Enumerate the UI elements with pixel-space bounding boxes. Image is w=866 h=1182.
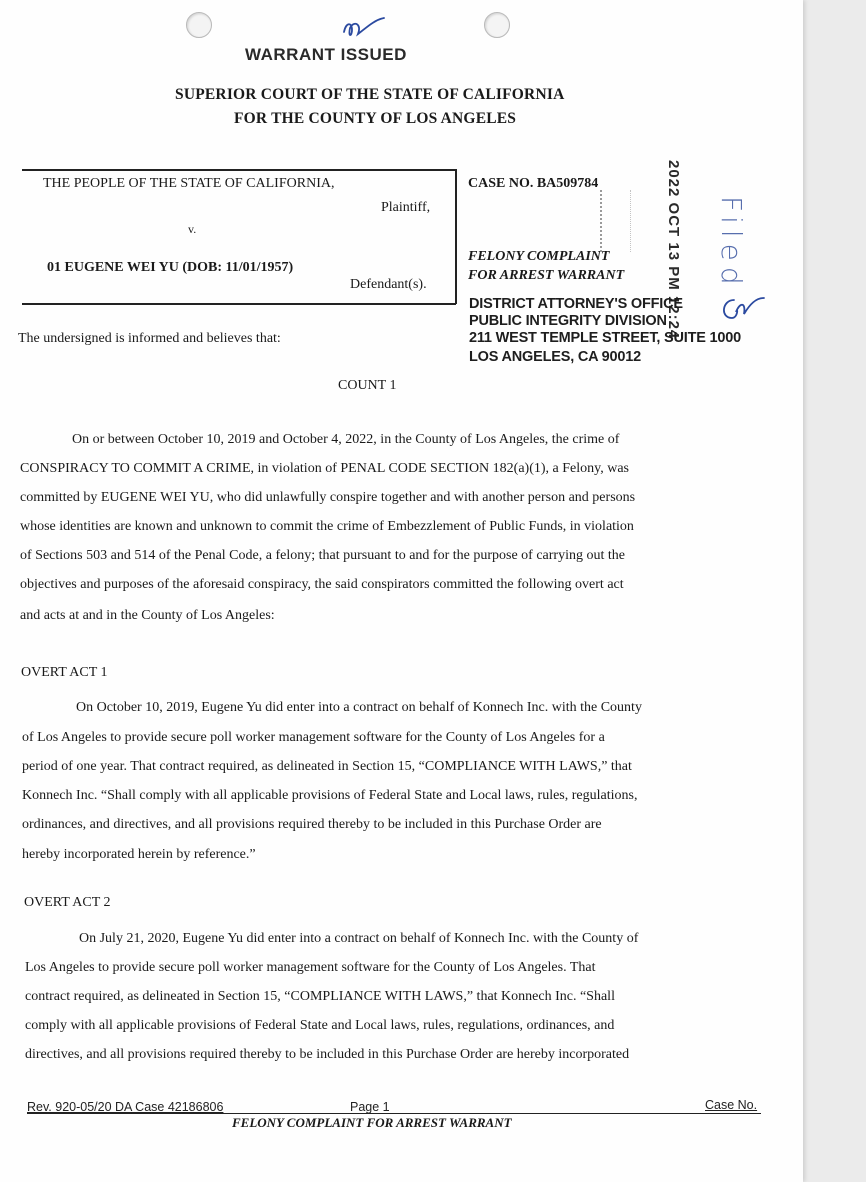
overt-act-2-heading: OVERT ACT 2 (24, 895, 111, 910)
filed-stamp: Filed (715, 196, 748, 291)
overt-act-1-line: period of one year. That contract required, as delineated in Section 15, “COMPLIANCE WITH LAWS,” that (22, 759, 632, 774)
da-office-line4: LOS ANGELES, CA 90012 (469, 349, 642, 365)
overt-act-1-line: ordinances, and directives, and all provisions required thereby to be included in this Purchase Order are (22, 817, 602, 832)
intro-statement: The undersigned is informed and believes that: (18, 331, 281, 346)
overt-act-1-heading: OVERT ACT 1 (21, 665, 108, 680)
filed-date-stamp: 2022 OCT 13 PM 12:24 (665, 160, 682, 340)
overt-act-2-line: Los Angeles to provide secure poll worker management software for the County of Los Angeles. That (25, 960, 596, 975)
footer-revision: Rev. 920-05/20 DA Case 42186806 (27, 1100, 224, 1114)
overt-act-2-line: contract required, as delineated in Section 15, “COMPLIANCE WITH LAWS,” that Konnech Inc. “Shall (25, 989, 615, 1004)
overt-act-1-line: Konnech Inc. “Shall comply with all applicable provisions of Federal State and Local laws, rules, regulations, (22, 788, 638, 803)
da-office-line3: 211 WEST TEMPLE STREET, SUITE 1000 (469, 330, 742, 346)
punch-hole-right (484, 12, 510, 38)
caption-bottom-rule (22, 303, 456, 305)
footer-page: Page 1 (350, 1100, 390, 1114)
count1-line: and acts at and in the County of Los Angeles: (20, 608, 275, 623)
overt-act-1-line: of Los Angeles to provide secure poll worker management software for the County of Los Angeles for a (22, 730, 605, 745)
footer-title: FELONY COMPLAINT FOR ARREST WARRANT (232, 1115, 512, 1130)
overt-act-2-line: comply with all applicable provisions of Federal State and Local laws, rules, regulations, ordinances, and (25, 1018, 615, 1033)
versus: v. (188, 222, 197, 236)
plaintiff-label: Plaintiff, (381, 200, 431, 215)
defendant-label: Defendant(s). (350, 277, 427, 292)
faint-stamp-marks (600, 190, 608, 252)
warrant-issued-stamp: WARRANT ISSUED (245, 45, 407, 64)
count1-line: On or between October 10, 2019 and October 4, 2022, in the County of Los Angeles, the crime of (72, 432, 620, 447)
overt-act-2-line: On July 21, 2020, Eugene Yu did enter into a contract on behalf of Konnech Inc. with the County of (79, 931, 639, 946)
plaintiff-name: THE PEOPLE OF THE STATE OF CALIFORNIA, (43, 176, 335, 191)
overt-act-2-line: directives, and all provisions required thereby to be included in this Purchase Order are hereby incorporated (25, 1047, 630, 1062)
count1-line: objectives and purposes of the aforesaid conspiracy, the said conspirators committed the following overt act (20, 577, 624, 592)
overt-act-1-line: hereby incorporated herein by reference.” (22, 847, 256, 862)
footer-case-no: Case No. (705, 1098, 758, 1112)
court-county: FOR THE COUNTY OF LOS ANGELES (234, 110, 517, 127)
da-office-line2: PUBLIC INTEGRITY DIVISION (469, 313, 667, 329)
handwritten-initials-right (716, 292, 766, 326)
punch-hole-left (186, 12, 212, 38)
count1-line: committed by EUGENE WEI YU, who did unlawfully conspire together and with another person and persons (20, 490, 636, 505)
faint-stamp-marks-2 (630, 190, 637, 252)
count-heading: COUNT 1 (338, 378, 397, 393)
defendant-name: 01 EUGENE WEI YU (DOB: 11/01/1957) (47, 260, 294, 275)
complaint-title-1: FELONY COMPLAINT (468, 249, 610, 264)
court-name: SUPERIOR COURT OF THE STATE OF CALIFORNIA (175, 86, 565, 103)
count1-line: whose identities are known and unknown to commit the crime of Embezzlement of Public Funds, in violation (20, 519, 634, 534)
caption-divider (455, 169, 457, 304)
overt-act-1-line: On October 10, 2019, Eugene Yu did enter into a contract on behalf of Konnech Inc. with the County (76, 700, 642, 715)
caption-top-rule (22, 169, 456, 171)
count1-line: CONSPIRACY TO COMMIT A CRIME, in violation of PENAL CODE SECTION 182(a)(1), a Felony, was (20, 461, 629, 476)
complaint-title-2: FOR ARREST WARRANT (468, 268, 625, 283)
da-office-line1: DISTRICT ATTORNEY'S OFFICE (469, 296, 683, 312)
case-number: CASE NO. BA509784 (468, 176, 599, 191)
count1-line: of Sections 503 and 514 of the Penal Code, a felony; that pursuant to and for the purpose of carrying out the (20, 548, 625, 563)
handwritten-initials-top (340, 14, 390, 44)
